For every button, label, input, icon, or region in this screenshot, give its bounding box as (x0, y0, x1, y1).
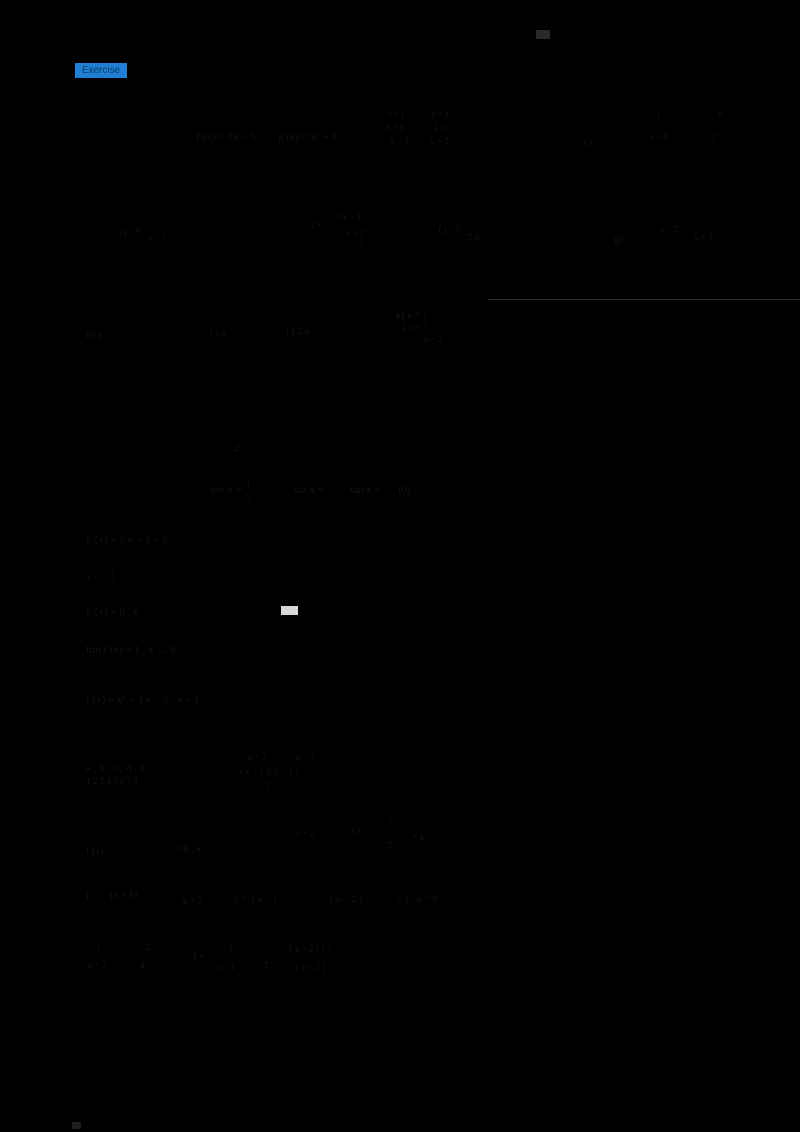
frag-f1: f ) (438, 226, 448, 237)
frag-r2: 1 2 3 4 5 6 7 8 (86, 776, 138, 786)
frag-b4: 2 x (434, 122, 446, 132)
frag-e1: 2 + (310, 220, 322, 230)
frag-u4: 4 (140, 960, 145, 970)
frag-u10: ( x + 2 ) (296, 962, 326, 972)
frag-s3: x + 2 (296, 828, 315, 838)
frag-a1: f (x) = 2x − 3, (196, 131, 258, 143)
frag-d1: 2) (118, 228, 127, 239)
frag-c3: n (718, 108, 723, 118)
white-speck (281, 606, 298, 615)
frag-q5: sin x = (294, 484, 325, 496)
frag-b5: x − 1 (390, 136, 409, 146)
frag-t4: y = 3 x − 1 (234, 894, 278, 905)
frag-e2: 3 x − 1 (336, 212, 362, 222)
frag-q3: 1 (246, 480, 251, 490)
frag-g3: x + 3 (694, 232, 713, 242)
frag-c1: c) (584, 138, 592, 149)
frag-p5: f ′(x) = 0 , x (86, 606, 139, 618)
frag-u2: 2 (146, 942, 151, 952)
frag-b3: x + y (386, 122, 405, 132)
frag-g1: g) (614, 234, 623, 245)
highlighted-title-chip[interactable]: Exercise (75, 63, 127, 78)
frag-s4: 3 x (350, 826, 362, 836)
frag-b2: k = 2 (432, 110, 449, 119)
frag-s5: 1 (388, 816, 393, 826)
frag-s2: = 0 , x (176, 844, 202, 855)
frag-a2: g (x) = x² + 1 (278, 131, 337, 143)
frag-d3: x + 1 (148, 232, 167, 242)
frag-h1: h) x (86, 330, 102, 341)
frag-h6: x − 2 (424, 334, 443, 344)
frag-b6: y + 2 (430, 136, 449, 146)
frag-d2: a (136, 224, 140, 234)
frag-h2: i ) x (210, 328, 227, 339)
frag-t5: ( x − 2 ) (330, 894, 363, 905)
frag-q1: 2 (234, 442, 240, 454)
frag-r6: 2 (266, 780, 271, 790)
horizontal-rule-right (488, 299, 800, 300)
frag-p4: 2 (110, 578, 115, 588)
frag-u9: 3 x + 2 ( 1 ) (288, 944, 331, 954)
frag-t6: = 2 , x > 0 (396, 894, 438, 905)
bottom-page-tick (72, 1122, 81, 1129)
frag-t2: (x + 1) (110, 890, 138, 901)
frag-q2: cos x = (210, 484, 242, 496)
frag-c2: 1 (656, 108, 661, 118)
frag-u1: 1 (96, 942, 101, 952)
frag-f3: 2 x (468, 232, 480, 242)
frag-e3: x + 2 (346, 228, 365, 238)
frag-p3: 3 (110, 566, 115, 576)
frag-t3: x = 2 (182, 896, 203, 907)
frag-q4: 2 (246, 492, 251, 502)
frag-h3: j ) 2 x (286, 326, 310, 337)
frag-p6: lim f (x) = 1 , x → 0 (86, 644, 176, 656)
frag-g2: x − 2 (660, 224, 679, 234)
frag-r4: x − 3 (296, 752, 315, 762)
frag-s7: = x (412, 832, 424, 842)
frag-r3: x + 2 (248, 752, 267, 762)
frag-p7: f (x) = x² + 3 x − 2 , x = 1 (86, 694, 200, 706)
frag-r1: a , b , c , d , e (86, 762, 145, 774)
frag-h4: k) x + 1 (396, 310, 428, 321)
frag-u8: 2 (264, 960, 269, 970)
frag-c5: 2 (712, 132, 717, 142)
frag-q6: tan x = (350, 484, 381, 496)
frag-u6: 3 (228, 942, 233, 952)
frag-p1: f ′(x) = 2 x + 3 = 0 (86, 534, 168, 546)
frag-u3: x + 3 (88, 960, 107, 970)
frag-e4: 2 (360, 240, 364, 249)
frag-h5: 2 x + 3 (402, 322, 428, 332)
frag-c4: a + b (650, 132, 669, 142)
frag-u5: 1 = (192, 952, 206, 963)
top-page-marker (536, 30, 550, 39)
frag-p2: x = (86, 572, 100, 583)
frag-s6: 2 (388, 840, 393, 850)
frag-q7: (0) (398, 484, 411, 496)
frag-b1: n = 1 (388, 110, 405, 119)
frag-u7: x − 1 (216, 962, 235, 972)
frag-t1: f ′ (86, 892, 95, 903)
frag-s1: f (x) (86, 846, 104, 857)
frag-f2: x (456, 222, 461, 232)
frag-r5: ( x + 1 )( x − 1 ) (240, 766, 299, 776)
